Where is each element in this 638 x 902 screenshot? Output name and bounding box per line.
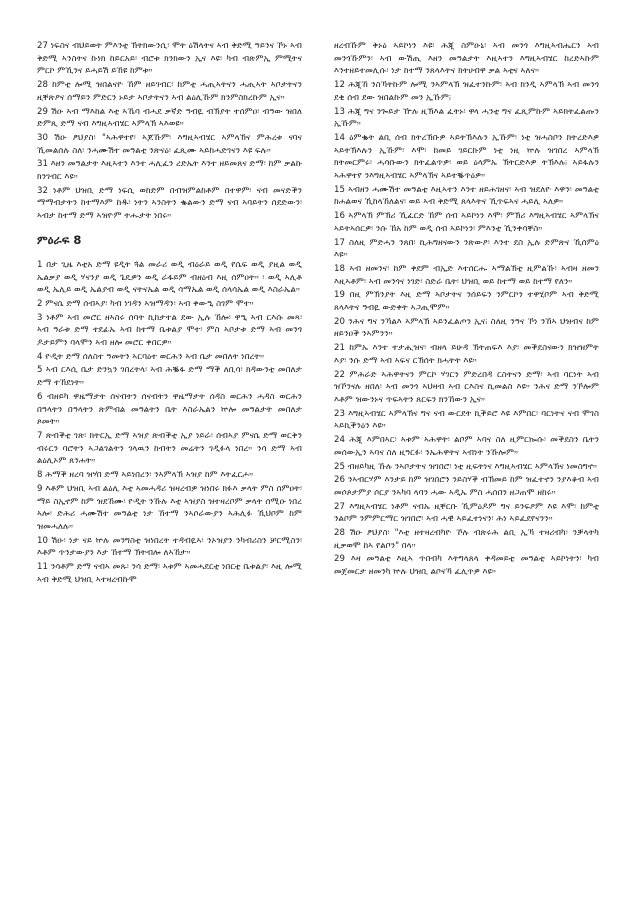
verse-paragraph: 31 እዘን መዓልታት እዚኣተን እንተ ሓሊፈን ረድኤት እንተ ዘይመጸና ድማ፡ ከም ቃልኩ ክንገብር እዩ። bbox=[37, 159, 302, 183]
right-text-column bbox=[334, 40, 599, 580]
verse-paragraph: 8 ሕማቕ ዘረባ ዝሃበ ድማ ኣይነበረን፡ ንኣምላኽ ኣዝያ ከም እትፈርሖ። bbox=[37, 470, 254, 481]
verse-paragraph: 20 ንሕና ግና ንኻልእ ኣምላኽ ኣይንፈልጦን ኢና፧ ስለዚ ንዓና ኾነ ንኸኣ ህዝብና ከም ዘይንዐቕ ንኣምንን። bbox=[334, 316, 599, 340]
verse-paragraph: 13 ሕጂ ግና ንጐይታ ዅሉ ዚኽእል ፈትኑ፡ ዋላ ሓንቲ ግና ፈጺምኩም ኣይክትፈልጡን ኢኹም። bbox=[334, 106, 599, 130]
verse-paragraph: 1 በታ ጊዜ እቲአ ድማ ዩዲት ጓል መራሪ ወዲ ብዕራይ ወዲ የሴፍ ወዲ ያዚል ወዲ ኤልቃያ ወዲ ሃናንያ ወዲ ጌዴዎን ወዲ ራፋይም ብዘዕብ እዚ ሰምዐት። ፡ ወዲ ኣሊቶ ወዲ ኤሊይ ወዲ ኤልያብ ወዲ ናትናኤል ወዲ ሳማኤል ወዲ ሰላሳኤል ወዲ እስራኤል። bbox=[37, 259, 302, 296]
verse-paragraph: 16 ኣምላኽ ምኽሪ ኺፈርድ ኸም ሰብ ኣይኮነን እሞ፡ ምኽሪ እግዚኣብሄር ኣምላኽና ኣይትኣሰርዎ፡ ንሱ ኸአ ከም ወዲ ሰብ ኣይኮነን፡ ምእንቲ ኺንቀሳቐስ። bbox=[334, 211, 599, 234]
verse-paragraph: 23 እግዚኣብሄር ኣምላኽና ግና ናብ ውርደት ኪቕይሮ እዩ እምበር፡ ባርነትና ናብ ሞገስ ኣይኪቕንዕን እዩ። bbox=[334, 408, 599, 432]
verse-paragraph: 26 ንኣብርሃም እንታይ ከም ዝገበሮን ንይስሃቕ ብኽመይ ከም ዝፈተኖን ንያእቆብ ኣብ መሶጶታምያ ሶርያ ንኣካባ ላባን ሓው ኣዲኡ ምስ ሓሰበን ዘጋጠሞ ዘከሩ። bbox=[334, 475, 599, 498]
verse-paragraph: 10 ሽዑ፡ ነታ ናይ ኵሉ መንግስቲ ዝነበረት ተዳብዪኣ፡ ንኦዝያን ንካብሪስን ቻርሚስን፡ እቶም ጥንታውያን እታ ኸተማ ኽትብሎ ለኣኸታ። bbox=[37, 535, 302, 559]
verse-paragraph: 19 በዚ ምኽንያት እዚ ድማ ኣቦታትና ንሰይፍን ንምርኮን ተዋሂቦም ኣብ ቅድሚ ጸላእትና ዓብዪ ውድቀት ኣጋጢሞም። bbox=[334, 290, 599, 314]
verse-paragraph: 4 ዮዲት ድማ ሰለስተ ዓመትን ኣርባዕተ ወርሕን ኣብ ቤታ መበለት ነበረት። bbox=[37, 351, 265, 362]
verse-paragraph: 27 ነፍስና ብህይወት ምእንቲ ኽትክውንሲ፡ ሞት ዕሽላትና ኣብ ቅድሚ ዓይንና ኾኑ ኣብ ቅድሚ ኣንስትና ኩነክ ከይርአይ፡ ብሮቱ ክንክውን ኢና እዩ፡ ካብ ብጽምኢ ምሚትና ምርኮ ምኺንና ይሓይሽ ይኸዩ ከምቱ። bbox=[37, 41, 302, 77]
verse-paragraph: 25 ብዘይካዚ ኹሉ ንኣቦታትና ዝገበሮ፡ ነቲ ዚፍትነና እግዚኣብሄር ኣምላኽና ነመስግኖ። bbox=[334, 461, 598, 472]
verse-paragraph: ዘረብኹም ቅኑዕ ኣይኮነን እዩ፡ ሕጂ ስምዑኒ፡ ኣብ መንጎ እግዚኣብሔርን ኣብ መንጎኹምን፡ ኣብ ውሽጢ እዘን መዓልታት እዚኣተን እግዚኣብሄር ከረድኣኩም እንተዘይተመሊሱ፡ ነታ ከተማ ንጸላእትና ክትሀብዋ ቃል ኣቲና ኣለና። bbox=[334, 41, 599, 77]
verse-paragraph: 27 እግዚኣብሄር ነቶም ናብኡ ዚቐርቡ ኺምዕዶም ግና ይንፍዖም እዩ እሞ፡ ከምቲ ንልቦም ንምምርማር ዝገበሮ፡ ኣብ ሓዊ ኣይፈተነናን፡ ሕነ ኣይፈደየናንን። bbox=[334, 501, 599, 525]
verse-paragraph: 24 ሕጂ እምበኣር፡ ኣቱም ኣሕዋት፡ ልቦም ኣባና ስለ ዚምርኰሱ፡ መቕደስን ቤትን መሰውኢን ኣባና ስለ ዚዓርፉ፡ ንኤሕዋትና ኣብነት ንኹሎም። bbox=[334, 435, 599, 458]
verse-paragraph: 21 ከምኡ እንተ ተታሒዝና፡ ብዘላ ይሁዳ ኽትጠፍእ እያ፡ መቕደስናውን ክዝዝምት እያ፡ ንሱ ድማ ኣብ ኣፍና ርኽሰት ክሓትት እዩ። bbox=[334, 343, 599, 366]
verse-paragraph: 5 ኣብ ርእሲ ቤታ ድንኳን ገበረትላ፡ ኣብ ሕቘፋ ድማ ማቕ ለቢሳ፡ ክዳውንቲ መበለታ ድማ ተኸደነት። bbox=[37, 365, 302, 389]
verse-paragraph: 29 እዛ መዓልቲ እዚኣ ጥበብካ እትግላጸላ ቀዳመይቲ መዓልቲ ኣይኮነትን፡ ካብ መጀመርታ ዘመንካ ኵሉ ህዝቢ ልቦናኻ ፈሊጥዎ እዩ። bbox=[334, 554, 599, 578]
verse-paragraph: 17 ስለዚ ምድሓን ንጸበ፡ ኪሕግዘናውን ንጽውዖ፡ እንተ ደስ ኢሉ ድምጽና ኺሰምዕ እዩ። bbox=[334, 237, 599, 261]
verse-paragraph: 12 ሕጂኸ ንስኻትኩም ሎሚ ንኣምላኽ ዝፈተንኩም፡ ኣብ ክንዲ ኣምላኽ ኣብ መንጎ ደቂ ሰብ ደው ዝበልኩም መን ኢኹም፧ bbox=[334, 80, 599, 103]
verse-paragraph: 29 ሽዑ ኣብ ማእከል እቲ ኣኼባ ብሓደ ቃኛድ ዓብዪ ብኽያት ተሰምዐ፡ ብዓው ዝበለ ድምጺ ድማ ናብ እግዚኣብሄር ኣምላኽ ኣእወዩ። bbox=[37, 106, 302, 130]
verse-paragraph: 9 እቶም ህዝቢ ኣብ ልዕሊ እቲ ኣመሓዳሪ ዝዛረብዎ ዝነበሩ ክፉእ ቃላት ምስ ሰምዐት፡ ማይ ስኢኖም ከም ዝደኸሙ፡ ዮዲት ንኹሉ እቲ ኣዝያስ ዝተዛረቦም ቃላት ሰሚዑ ነበረ ኣሎ፡ ድሕሪ ሓሙሽተ መዓልቲ ነታ ኸተማ ንኣሶራውያን ኣሕሊፉ ኺህቦም ከም ዝመሓለሉ። bbox=[37, 483, 302, 532]
verse-paragraph: 7 ጽብቕቲ ገጽ፡ ክትርኢ ድማ ኣዝያ ጽብቕቲ ኢያ ነይራ፡ ሰብኣያ ምናሴ ድማ ወርቅን ብሩርን ባሮትን ኣጋልገልትን ገላዉን ከብትን መሬትን ገዲፉላ ነበረ። ንሳ ድማ ኣብ ልዕሊኦም ጸንሐት። bbox=[37, 430, 302, 467]
verse-paragraph: 28 ከምቲ ሎሚ ዝበልናዮ ኸም ዘይገብር፡ ከምቲ ሓጢኣትናን ሓጢኣት ኣቦታትናን ዚቐጽዖና ሰማይን ምድርን ኑይታ ኣቦታትናን ኣብ ልዕሊኹም ክንምስክረኩም ኢና። bbox=[37, 80, 302, 103]
verse-paragraph: 2 ምናሴ ድማ ሰብኣያ፡ ካብ ነገዳን ኣዝማዳን፡ ኣብ ቀውዒ ስገም ሞተ። bbox=[37, 298, 254, 309]
verse-paragraph: 15 ኣብዘን ሓሙሽተ መዓልቲ እዚኣተን እንተ ዘይሐገዘና፡ ኣብ ዝደለዮ እዋን፡ መዓልቲ ከሐልወና ኺከላኸለልና፡ ወይ ኣብ ቅድሚ ጸላእትና ኺጥፍኣና ሓይሊ ኣለዎ። bbox=[334, 184, 599, 208]
verse-paragraph: 6 ብዘይካ ዋዜማታት ሰናብትን ሰናብትን ዋዜማታት ሰዳስ ወርሕን ሓዳስ ወርሕን በዓላትን በዓላትን ጽምብል መዓልትን ቤት እስራኤልን ኵሎ መዓልታት መበለታ ጾመት። bbox=[37, 391, 302, 428]
verse-paragraph: 30 ሽዑ ፆህያስ፡ "ኣሕዋተየ፡ ኣጆኹም፡ እግዚኣብሄር ኣምላኽና ምሕረቱ ናባና ኺመልሰሉ ስለ፡ ንሓሙሽተ መዓልቲ ንጽናዕ፡ ፈጺሙ ኣይከሓድገናን እዩ ፍሉ። bbox=[37, 132, 302, 156]
verse-paragraph: 32 ነቶም ህዝቢ ድማ ነፍሲ ወከድም በብዝምልከቶም በተዋም፡ ናብ መናድቕን ማማብታትን ከተማእም ከዱ፡ ነትን ኣንስትን ቈልውን ድማ ናብ ኣባይትን ሰደድውን፡ ኣብታ ከተማ ድማ ኣዝዮም ትሑታት ነበሩ። bbox=[37, 185, 302, 222]
left-text-column bbox=[37, 40, 302, 587]
verse-paragraph: 28 ሽዑ ፆህያስ፡ "እቲ ዘተዛረብካዮ ኾሉ ብጽሩሕ ልቢ ኢኻ ተዛሪብካ፡ ንቓላትካ ዚቃወሞ ከኣ የልቦን" በላ። bbox=[334, 528, 599, 551]
verse-paragraph: 14 ዕምቈት ልቢ ሰብ ክትረኽቡዎ ኣይትኽእሉን ኢኹም፡ ነቲ ዝሓስቦን ክትረድእዎ ኣይትኽእሉን ኢኹም፡ እሞ፡ ከመይ ገይርኩም ነቲ ነዚ ኵሉ ዝገበረ ኣምላኽ ክትመርምሩ፡ ሓሳቡውን ክትፈልጥዎ፡ ወይ ዕላምኡ ኽትርድእዎ ትኽእሉ፧ ኣይፋሉን ኣሕዋተየ ንእግዚኣብሄር ኣምላኽና ኣይተቘጥዕዎ። bbox=[334, 132, 599, 182]
verse-paragraph: 3 ነቶም ኣብ መሮር ዘኣስሩ ሰባት ኪከታተል ደው ኢሉ ኸሎ፡ ዋዒ ኣብ ርእሱ መጻ፡ ኣብ ዓራቱ ድማ ተደፊኡ ኣብ ከተማ ቤቱልያ ሞተ፡ ምስ ኣቦታቱ ድማ ኣብ መንጎ ዶታይምን ባላሞን ኣብ ዘሎ መሮር ቀበርዎ። bbox=[37, 312, 302, 349]
chapter-heading: ምዕራፍ 8 bbox=[37, 232, 82, 247]
verse-paragraph: 11 ንሳቶም ድማ ናብኣ መጹ፡ ንሳ ድማ፡ ኣቱም ኣመሓደርቲ ነበርቲ ቤቱልያ፡ እዚ ሎሚ ኣብ ቅድሚ ህዝቢ ኣተዛረብኩሞ bbox=[37, 562, 302, 585]
verse-paragraph: 22 ምሕራድ ኣሕዋትናን ምርኮ ሃገርን ምድረበዳ ርስትናን ድማ፡ ኣብ ባርነት ኣብ ዝኾንናሉ ዘበለ፡ ኣብ መንጎ ኣህዛብ ኣብ ርእስና ኪመልስ እዩ። ንሕና ድማ ንኾሎም እቶም ዝውንኑና ጥፍኣትን ጸርፍን ክንኸውን ኢና። bbox=[334, 369, 599, 405]
verse-paragraph: 18 ኣብ ዘመንና፡ ከም ቀደም ብኢድ እተሰርሑ ኣማልኽቲ ዚምልኹ፡ ኣብዛ ዘመን እዚኣቶም፡ ኣብ መንጎና ነገድ፡ ስድራ ቤት፡ ህዝቢ ወይ ከተማ ወይ ከተማ የለን። bbox=[334, 263, 599, 287]
